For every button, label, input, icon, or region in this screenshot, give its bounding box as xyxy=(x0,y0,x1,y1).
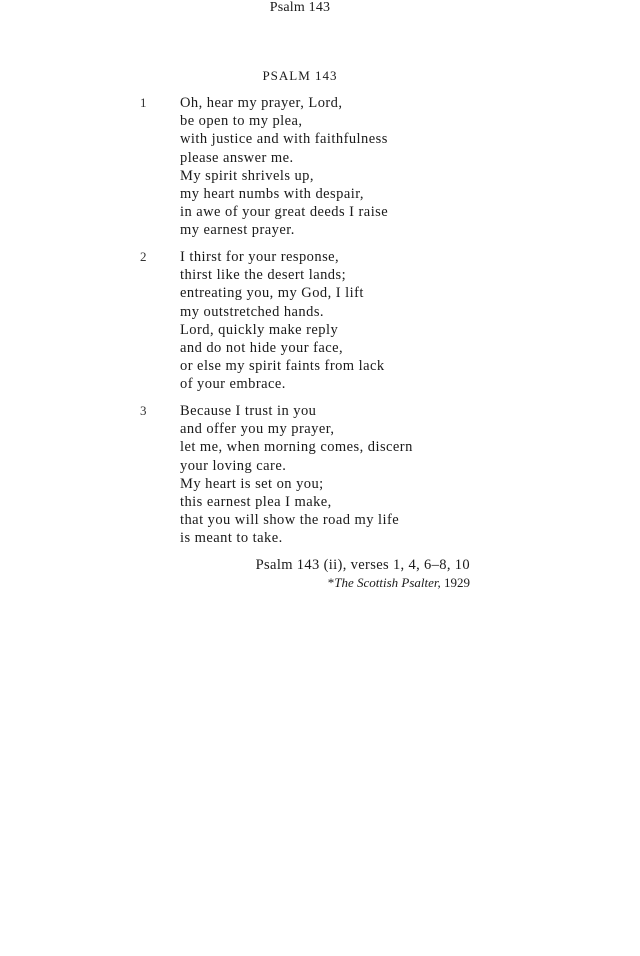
source-title: The Scottish Psalter, xyxy=(334,575,441,590)
verse-line: My heart is set on you; xyxy=(180,475,324,492)
verse-line: and offer you my prayer, xyxy=(180,421,335,438)
verse-line: My spirit shrivels up, xyxy=(180,167,314,184)
verse-line: Lord, quickly make reply xyxy=(180,321,339,338)
verse-line: my heart numbs with despair, xyxy=(180,186,364,203)
verse-line: of your embrace. xyxy=(180,376,286,393)
stanza-number: 2 xyxy=(140,249,147,264)
stanza-lines xyxy=(180,402,413,548)
verse-line: your loving care. xyxy=(180,457,287,474)
page-title: PSALM 143 xyxy=(262,68,338,83)
stanza-number: 1 xyxy=(140,95,147,110)
stanza-number: 3 xyxy=(140,403,147,418)
verse-line: with justice and with faithfulness xyxy=(180,131,388,148)
running-head: Psalm 143 xyxy=(269,0,331,15)
verse-line: let me, when morning comes, discern xyxy=(180,439,413,456)
verse-line: or else my spirit faints from lack xyxy=(180,358,385,375)
verse-line: be open to my plea, xyxy=(180,113,303,130)
verse-line: this earnest plea I make, xyxy=(180,494,332,511)
source-credit xyxy=(256,574,470,592)
verse-line: entreating you, my God, I lift xyxy=(180,285,364,302)
attribution xyxy=(256,556,470,592)
verse-line: please answer me. xyxy=(180,149,294,166)
verse-line: is meant to take. xyxy=(180,530,283,547)
verse-line: my outstretched hands. xyxy=(180,303,324,320)
stanza-lines xyxy=(180,94,388,240)
source-year: 1929 xyxy=(440,575,470,590)
source-marker: * xyxy=(327,575,335,590)
verse-line: my earnest prayer. xyxy=(180,222,295,239)
scripture-reference: Psalm 143 (ii), verses 1, 4, 6–8, 10 xyxy=(255,557,470,573)
stanza-lines xyxy=(180,248,385,394)
verse-line: Because I trust in you xyxy=(180,403,317,419)
verse-line: I thirst for your response, xyxy=(180,249,340,265)
verse-line: Oh, hear my prayer, Lord, xyxy=(180,95,343,111)
verse-line: and do not hide your face, xyxy=(180,340,344,357)
verse-line: thirst like the desert lands; xyxy=(180,267,347,284)
verse-line: that you will show the road my life xyxy=(180,512,400,529)
verse-line: in awe of your great deeds I raise xyxy=(180,204,389,221)
